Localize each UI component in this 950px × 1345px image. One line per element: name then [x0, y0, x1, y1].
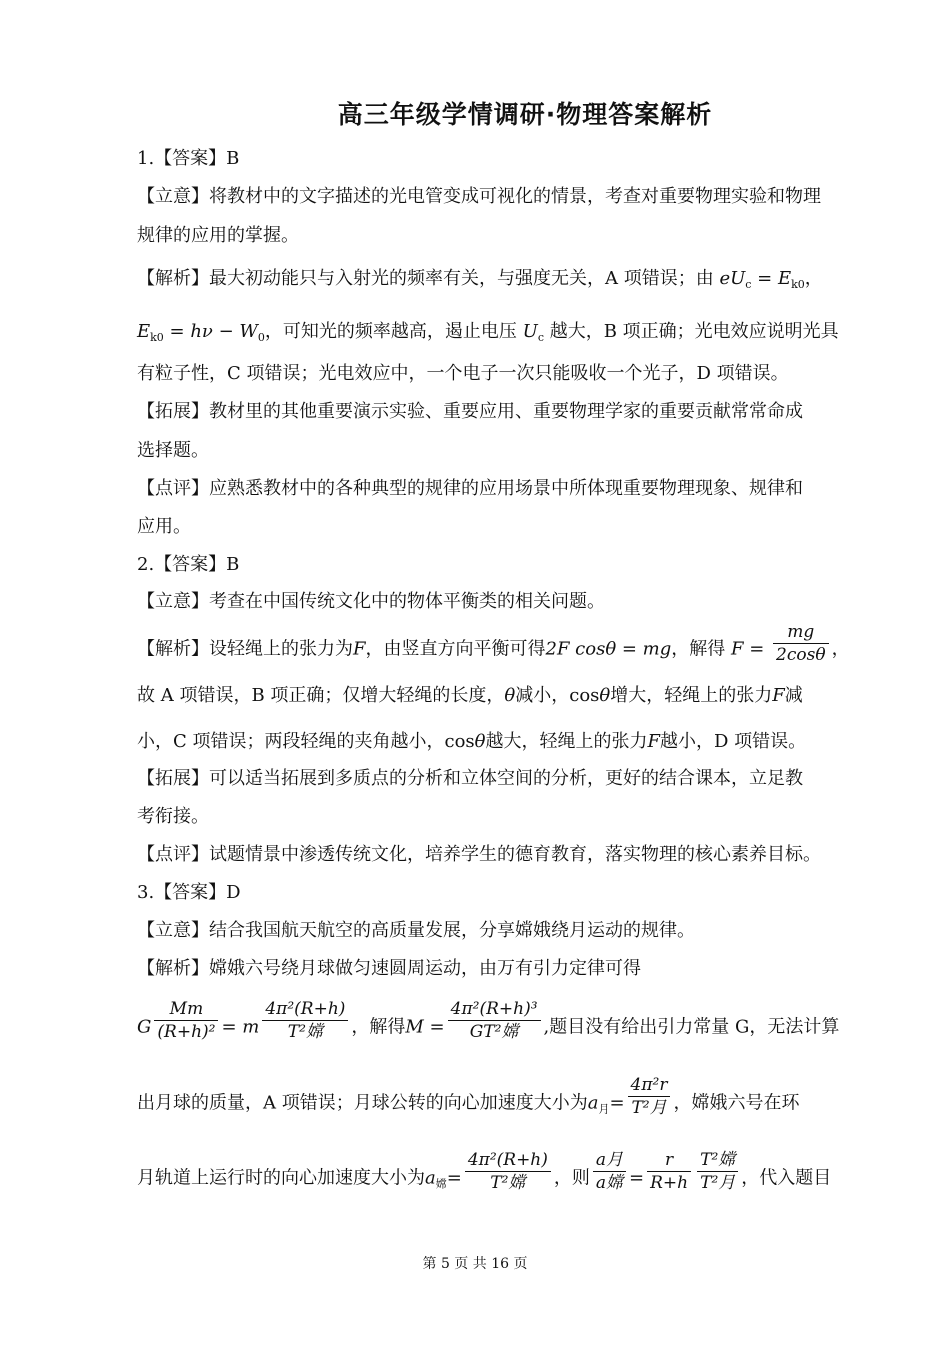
q1-jiexi-line3: 有粒子性，C 项错误；光电效应中，一个电子一次只能吸收一个光子，D 项错误。 — [137, 363, 789, 384]
q2-jiexi-F: F — [353, 638, 366, 660]
q3-eq-G: G — [137, 1016, 152, 1038]
q2-answer: 2.【答案】B — [137, 554, 240, 575]
q3-l3-a-sub: 嫦 — [435, 1177, 447, 1191]
q1-answer: 1.【答案】B — [137, 148, 240, 169]
q2-tuozhan-line1: 【拓展】可以适当拓展到多质点的分析和立体空间的分析，更好的结合课本，立足教 — [137, 768, 803, 789]
q3-eq-line — [137, 999, 867, 1043]
q3-l3-tail: ，代入题目 — [741, 1167, 832, 1189]
q3-l3-ratio2-den: R+h — [650, 1173, 689, 1193]
q2-jiexi-fraction — [773, 621, 829, 666]
q1-eq2-ek0: E — [137, 321, 151, 342]
q3-l3-ratio — [593, 1149, 626, 1194]
q3-l2-eq: = — [609, 1092, 625, 1114]
q3-eq-tail: ,题目没有给出引力常量 G，无法计算 — [543, 1016, 840, 1038]
q3-frac2-den: T²嫦 — [287, 1022, 323, 1042]
q3-l3-ratio-num: a月 — [593, 1149, 626, 1172]
q2-l3-F: F — [647, 731, 660, 752]
q2-l2-a: 故 A 项错误，B 项正确；仅增大轻绳的长度， — [137, 685, 505, 706]
q1-eq-ek0-sub: k0 — [791, 278, 805, 291]
q2-l2-c: 增大，轻绳上的张力 — [610, 685, 773, 706]
q3-frac3-den: GT²嫦 — [469, 1022, 519, 1042]
q3-l2-frac-num: 4π²r — [628, 1074, 671, 1097]
q2-jiexi-text-b: ，由竖直方向平衡可得 — [365, 638, 546, 660]
q3-eq-text: ，解得 — [351, 1016, 406, 1038]
q1-eq2-rhs: = hν − W — [163, 321, 258, 342]
q3-eq-M: M = — [405, 1016, 445, 1038]
q2-l2-theta2: θ — [599, 685, 611, 706]
q1-jiexi-line2 — [137, 320, 867, 350]
q1-jiexi-line1 — [137, 267, 867, 297]
q3-frac1 — [154, 998, 218, 1043]
q1-uc-sub: c — [537, 331, 544, 344]
q3-frac3 — [448, 998, 541, 1043]
q1-eq2-w0-sub: 0 — [257, 331, 265, 344]
page-footer: 第 5 页 共 16 页 — [422, 1256, 528, 1272]
q2-jiexi-line1 — [137, 622, 867, 666]
q1-eq2-tail: 越大，B 项正确；光电效应说明光具 — [549, 321, 839, 342]
q1-tuozhan-line2: 选择题。 — [137, 440, 209, 461]
q1-liyi-line1: 【立意】将教材中的文字描述的光电管变成可视化的情景，考查对重要物理实验和物理 — [137, 186, 821, 207]
q3-l3-text: 月轨道上运行时的向心加速度大小为 — [137, 1167, 425, 1189]
q3-l3-frac-den: T²嫦 — [490, 1173, 526, 1193]
q2-l3-theta: θ — [474, 731, 486, 752]
q2-l3-b: 越大，轻绳上的张力 — [485, 731, 648, 752]
q1-liyi-line2: 规律的应用的掌握。 — [137, 225, 299, 246]
q3-jiexi-line1: 【解析】嫦娥六号绕月球做匀速圆周运动，由万有引力定律可得 — [137, 958, 641, 979]
q3-liyi: 【立意】结合我国航天航空的高质量发展，分享嫦娥绕月运动的规律。 — [137, 920, 695, 941]
q2-l3-c: 越小，D 项错误。 — [660, 731, 807, 752]
q3-l3-ratio2-num: r — [647, 1149, 691, 1172]
page-title: 高三年级学情调研·物理答案解析 — [337, 100, 713, 129]
q3-l3-frac-num: 4π²(R+h) — [465, 1149, 551, 1172]
q3-l3-ratio3-den: T²月 — [700, 1173, 736, 1193]
q3-frac2-num: 4π²(R+h) — [262, 998, 348, 1021]
q3-l3-a: a — [425, 1167, 436, 1189]
q3-eq-m: = m — [221, 1016, 260, 1038]
q3-l2-a: a — [587, 1092, 599, 1114]
q2-jiexi-lhs: F = — [731, 638, 765, 660]
q1-uc: U — [522, 321, 538, 342]
q3-line2 — [137, 1075, 867, 1122]
q2-jiexi-line3 — [137, 730, 867, 754]
q3-l3-frac — [465, 1149, 551, 1194]
q3-l3-ratio2 — [647, 1149, 691, 1194]
q2-tuozhan-line2: 考衔接。 — [137, 806, 209, 827]
q3-l2-frac — [628, 1074, 671, 1119]
q1-eq-ek0: = E — [751, 268, 792, 289]
q3-l3-then: ，则 — [553, 1167, 590, 1189]
q1-eq-tail: ， — [804, 268, 823, 289]
q2-jiexi-text-c: ，解得 — [671, 638, 726, 660]
q3-l2-tail: ，嫦娥六号在环 — [673, 1092, 800, 1114]
q3-l2-frac-den: T²月 — [631, 1098, 667, 1118]
q3-frac3-num: 4π²(R+h)³ — [448, 998, 541, 1021]
q3-answer: 3.【答案】D — [137, 882, 241, 903]
q3-l3-eq: = — [446, 1167, 462, 1189]
q1-dianping-line1: 【点评】应熟悉教材中的各种典型的规律的应用场景中所体现重要物理现象、规律和 — [137, 478, 803, 499]
q2-jiexi-tail: ， — [831, 638, 850, 660]
q2-jiexi-eq: 2F cosθ = mg — [545, 638, 672, 660]
q2-l2-F: F — [772, 685, 785, 706]
q1-eq2-ek0-sub: k0 — [150, 331, 164, 344]
q2-dianping: 【点评】试题情景中渗透传统文化，培养学生的德育教育，落实物理的核心素养目标。 — [137, 844, 821, 865]
q1-eq2-text: ，可知光的频率越高，遏止电压 — [264, 321, 517, 342]
q2-frac-num: mg — [773, 621, 829, 644]
q2-l2-d: 减 — [784, 685, 803, 706]
q2-jiexi-line2 — [137, 684, 867, 708]
q3-frac2 — [262, 998, 348, 1043]
q2-l2-theta: θ — [504, 685, 516, 706]
q3-line3 — [137, 1150, 867, 1197]
q3-frac1-num: Mm — [154, 998, 218, 1021]
q1-eq-euc-sub: c — [745, 278, 752, 291]
q2-l3-a: 小，C 项错误；两段轻绳的夹角越小，cos — [137, 731, 475, 752]
q3-l3-ratio3-num: T²嫦 — [697, 1149, 738, 1172]
q2-jiexi-text-a: 【解析】设轻绳上的张力为 — [137, 638, 353, 660]
q3-l3-ratio3 — [697, 1149, 738, 1194]
q3-frac1-den: (R+h)² — [157, 1022, 216, 1042]
q3-l3-ratio-den: a嫦 — [595, 1173, 624, 1193]
q3-l3-eq2: = — [629, 1167, 645, 1189]
q2-frac-den: 2cosθ — [776, 645, 826, 665]
q1-tuozhan-line1: 【拓展】教材里的其他重要演示实验、重要应用、重要物理学家的重要贡献常常命成 — [137, 401, 803, 422]
q3-l2-a-sub: 月 — [598, 1102, 610, 1116]
q2-liyi: 【立意】考查在中国传统文化中的物体平衡类的相关问题。 — [137, 591, 605, 612]
q3-l2-text: 出月球的质量，A 项错误；月球公转的向心加速度大小为 — [137, 1092, 588, 1114]
q2-l2-b: 减小，cos — [515, 685, 600, 706]
q1-dianping-line2: 应用。 — [137, 516, 191, 537]
q1-eq-euc: eU — [719, 268, 746, 289]
q1-jiexi-text: 【解析】最大初动能只与入射光的频率有关，与强度无关，A 项错误；由 — [137, 268, 714, 289]
